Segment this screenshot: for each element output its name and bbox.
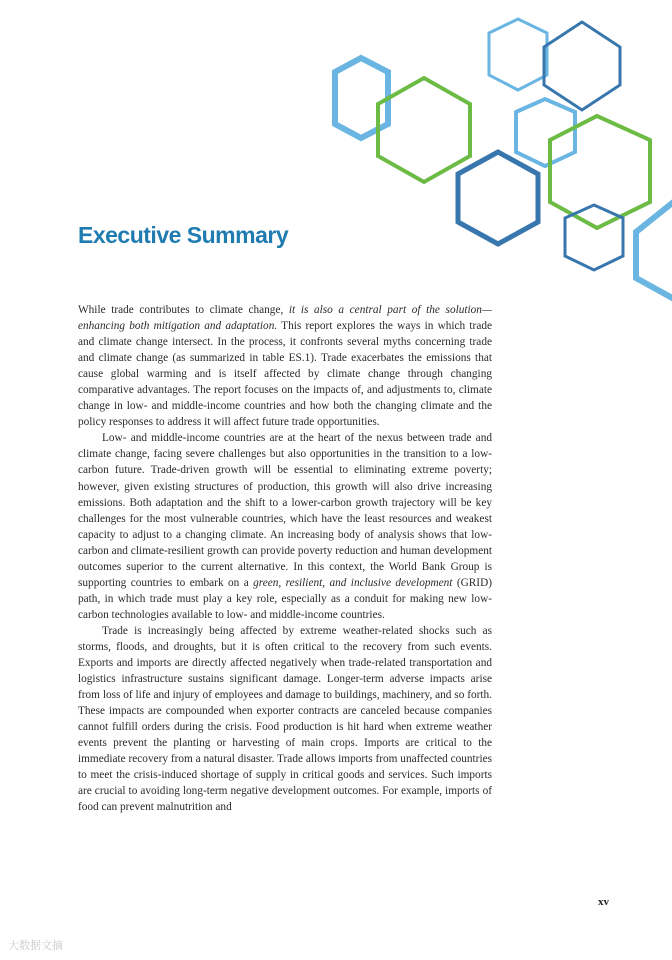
- hexagon-light-blue-4: [636, 200, 672, 300]
- italic-text: green, resilient, and inclusive development: [253, 576, 453, 589]
- paragraph: [78, 430, 492, 623]
- hexagon-decoration: [0, 0, 672, 320]
- paragraph: [78, 623, 492, 816]
- body-text: [78, 302, 492, 816]
- watermark: 大数据文摘: [8, 940, 63, 952]
- hexagon-light-blue-1: [335, 58, 388, 138]
- page-title: Executive Summary: [78, 222, 289, 248]
- text-run: This report explores the ways in which trade and climate change intersect. In the process, it confronts several myths concerning trade and climate change (as summarized in table ES.1). Trade exacerbates the emissions that cause global warming and is itself affected by climate change through changing comparative advantages. The report focuses on the impacts of, and adjustments to, climate change in low- and middle-income countries and how both the changing climate and the policy responses to address it will affect future trade opportunities.: [78, 320, 492, 429]
- text-run: Trade is increasingly being affected by extreme weather-related shocks such as storms, floods, and droughts, but it is often critical to the recovery from such events. Exports and imports are directly affected negatively when trade-related transportation and logistics infrastructure sustains significant damage. Longer-term adverse impacts arise from loss of life and injury of employees and damage to buildings, machinery, and so forth. These impacts are compounded when exporter contracts are canceled because companies cannot fulfill orders during the crisis. Food production is hit hard when extreme weather events prevent the planting or harvesting of main crops. Imports are critical to the immediate recovery from a natural disaster. Trade allows imports from unaffected countries to meet the crisis-induced shortage of supply in critical goods and services. Such imports are crucial to avoiding long-term negative development outcomes. For example, imports of food can prevent malnutrition and: [78, 624, 492, 814]
- text-run: Low- and middle-income countries are at the heart of the nexus between trade and climate change, facing severe challenges but also opportunities in the transition to a low-carbon future. Trade-driven growth will be essential to eliminating extreme poverty; however, given existing structures of production, this growth will also drive increasing emissions. Both adaptation and the shift to a lower-carbon growth trajectory will be key challenges for the most vulnerable countries, which have the least resources and weakest capacity to adjust to a changing climate. An increasing body of analysis shows that low-carbon and climate-resilient growth can provide poverty reduction and human development outcomes superior to the current alternative. In this context, the World Bank Group is supporting countries to embark on a: [78, 432, 492, 589]
- paragraph: [78, 302, 492, 430]
- hexagon-dark-blue-2: [458, 152, 538, 244]
- hexagon-dark-blue-1: [544, 22, 620, 110]
- hexagon-green-1: [378, 78, 470, 182]
- text-run: (GRID) path, in which trade must play a key role, especially as a conduit for making new low-carbon technologies available to low- and middle-income countries.: [78, 576, 492, 621]
- page-number: xv: [598, 896, 609, 908]
- text-run: While trade contributes to climate change,: [78, 304, 289, 316]
- hexagon-green-2: [550, 116, 650, 228]
- hexagon-dark-blue-3: [565, 205, 623, 270]
- italic-text: it is also a central part of the solution—enhancing both mitigation and adaptation.: [78, 304, 492, 333]
- hexagon-light-blue-2: [489, 19, 547, 90]
